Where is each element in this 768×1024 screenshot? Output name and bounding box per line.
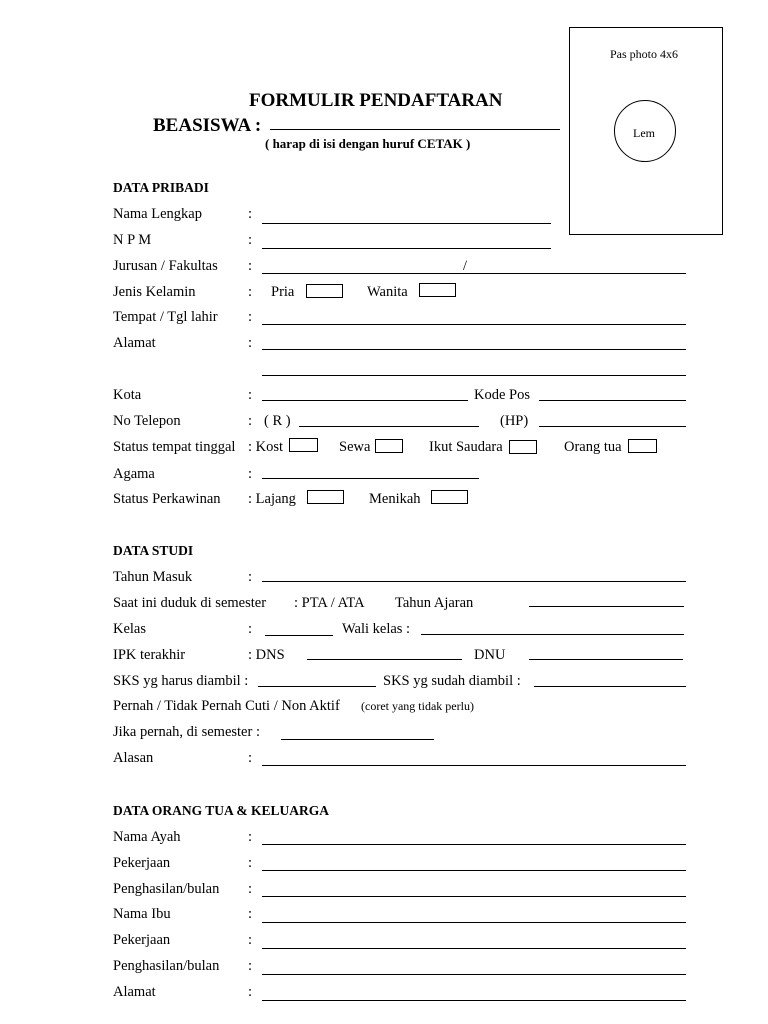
section-data-studi: DATA STUDI <box>113 543 194 558</box>
label-wali-kelas: Wali kelas : <box>342 621 411 637</box>
beasiswa-label: BEASISWA : <box>153 115 262 136</box>
label-ipk-terakhir: IPK terakhir <box>113 647 186 663</box>
jurusan-slash: / <box>463 258 468 274</box>
label-cuti: Pernah / Tidak Pernah Cuti / Non Aktif <box>113 698 340 714</box>
label-tempat-tgl-lahir: Tempat / Tgl lahir <box>113 309 218 325</box>
colon: : <box>248 387 253 403</box>
label-npm: N P M <box>113 232 152 248</box>
field-kelas[interactable] <box>265 635 333 636</box>
label-alamat: Alamat <box>113 335 156 351</box>
label-semester: Saat ini duduk di semester <box>113 595 267 611</box>
label-jurusan-fakultas: Jurusan / Fakultas <box>113 258 218 274</box>
checkbox-orang-tua[interactable] <box>628 439 657 453</box>
colon: : <box>248 466 253 482</box>
label-penghasilan-ibu: Penghasilan/bulan <box>113 958 220 974</box>
field-kota[interactable] <box>262 400 468 401</box>
label-tahun-masuk: Tahun Masuk <box>113 569 193 585</box>
checkbox-sewa[interactable] <box>375 439 403 453</box>
checkbox-kost[interactable] <box>289 438 318 452</box>
field-penghasilan-ayah[interactable] <box>262 896 686 897</box>
label-telepon-hp: (HP) <box>500 413 529 429</box>
field-sks-sudah[interactable] <box>534 686 686 687</box>
field-dns[interactable] <box>307 659 462 660</box>
checkbox-pria[interactable] <box>306 284 343 298</box>
colon: : <box>248 881 253 897</box>
colon: : <box>248 569 253 585</box>
field-tahun-ajaran[interactable] <box>529 606 684 607</box>
colon: : <box>248 284 253 300</box>
label-status-tempat-tinggal: Status tempat tinggal <box>113 439 236 455</box>
label-pekerjaan-ibu: Pekerjaan <box>113 932 171 948</box>
colon: : <box>248 413 253 429</box>
label-alasan: Alasan <box>113 750 154 766</box>
field-tempat-tgl-lahir[interactable] <box>262 324 686 325</box>
label-kelas: Kelas <box>113 621 147 637</box>
colon: : <box>248 621 253 637</box>
field-jurusan-fakultas[interactable] <box>262 273 686 274</box>
field-pekerjaan-ibu[interactable] <box>262 948 686 949</box>
field-tahun-masuk[interactable] <box>262 581 686 582</box>
label-status-perkawinan: Status Perkawinan <box>113 491 221 507</box>
beasiswa-line[interactable] <box>270 129 560 130</box>
option-kost-label: : Kost <box>248 439 284 455</box>
field-alamat-line2[interactable] <box>262 375 686 376</box>
colon: : <box>248 335 253 351</box>
cuti-note: (coret yang tidak perlu) <box>361 699 474 713</box>
colon: : <box>248 206 253 222</box>
colon: : <box>248 232 253 248</box>
label-jenis-kelamin: Jenis Kelamin <box>113 284 196 300</box>
colon: : <box>248 984 253 1000</box>
label-dnu: DNU <box>474 647 506 663</box>
field-alasan[interactable] <box>262 765 686 766</box>
label-agama: Agama <box>113 466 155 482</box>
colon: : <box>248 906 253 922</box>
option-sewa-label: Sewa <box>339 439 371 455</box>
colon: : <box>248 750 253 766</box>
glue-label: Lem <box>633 126 655 140</box>
form-note: ( harap di isi dengan huruf CETAK ) <box>265 136 471 151</box>
field-jika-pernah[interactable] <box>281 739 434 740</box>
checkbox-ikut-saudara[interactable] <box>509 440 537 454</box>
label-no-telepon: No Telepon <box>113 413 181 429</box>
field-nama-lengkap[interactable] <box>262 223 551 224</box>
colon: : <box>248 258 253 274</box>
option-ikut-saudara-label: Ikut Saudara <box>429 439 503 455</box>
label-nama-ayah: Nama Ayah <box>113 829 181 845</box>
label-tahun-ajaran: Tahun Ajaran <box>395 595 474 611</box>
checkbox-lajang[interactable] <box>307 490 344 504</box>
field-alamat-line1[interactable] <box>262 349 686 350</box>
colon: : <box>248 855 253 871</box>
label-nama-ibu: Nama Ibu <box>113 906 171 922</box>
option-pria-label: Pria <box>271 284 295 300</box>
field-kode-pos[interactable] <box>539 400 686 401</box>
field-penghasilan-ibu[interactable] <box>262 974 686 975</box>
field-sks-harus[interactable] <box>258 686 376 687</box>
option-menikah-label: Menikah <box>369 491 421 507</box>
option-pta-ata: : PTA / ATA <box>294 595 365 611</box>
label-nama-lengkap: Nama Lengkap <box>113 206 202 222</box>
field-nama-ayah[interactable] <box>262 844 686 845</box>
section-data-pribadi: DATA PRIBADI <box>113 180 209 195</box>
label-kota: Kota <box>113 387 142 403</box>
label-kode-pos: Kode Pos <box>474 387 530 403</box>
field-telepon-hp[interactable] <box>539 426 686 427</box>
label-sks-sudah: SKS yg sudah diambil : <box>383 673 521 689</box>
label-telepon-rumah: ( R ) <box>264 413 291 429</box>
field-wali-kelas[interactable] <box>421 634 684 635</box>
colon: : <box>248 958 253 974</box>
label-dns: : DNS <box>248 647 285 663</box>
field-npm[interactable] <box>262 248 551 249</box>
checkbox-wanita[interactable] <box>419 283 456 297</box>
field-dnu[interactable] <box>529 659 683 660</box>
field-telepon-rumah[interactable] <box>299 426 479 427</box>
field-nama-ibu[interactable] <box>262 922 686 923</box>
checkbox-menikah[interactable] <box>431 490 468 504</box>
label-jika-pernah: Jika pernah, di semester : <box>113 724 260 740</box>
label-alamat-orang-tua: Alamat <box>113 984 156 1000</box>
label-sks-harus: SKS yg harus diambil : <box>113 673 249 689</box>
field-pekerjaan-ayah[interactable] <box>262 870 686 871</box>
option-wanita-label: Wanita <box>367 284 408 300</box>
field-alamat-orang-tua[interactable] <box>262 1000 686 1001</box>
colon: : <box>248 829 253 845</box>
field-agama[interactable] <box>262 478 479 479</box>
colon: : <box>248 309 253 325</box>
label-penghasilan-ayah: Penghasilan/bulan <box>113 881 220 897</box>
photo-box-label: Pas photo 4x6 <box>610 47 679 61</box>
form-title: FORMULIR PENDAFTARAN <box>249 90 503 111</box>
option-lajang-label: : Lajang <box>248 491 296 507</box>
section-data-orang-tua: DATA ORANG TUA & KELUARGA <box>113 803 330 818</box>
option-orang-tua-label: Orang tua <box>564 439 622 455</box>
label-pekerjaan-ayah: Pekerjaan <box>113 855 171 871</box>
colon: : <box>248 932 253 948</box>
